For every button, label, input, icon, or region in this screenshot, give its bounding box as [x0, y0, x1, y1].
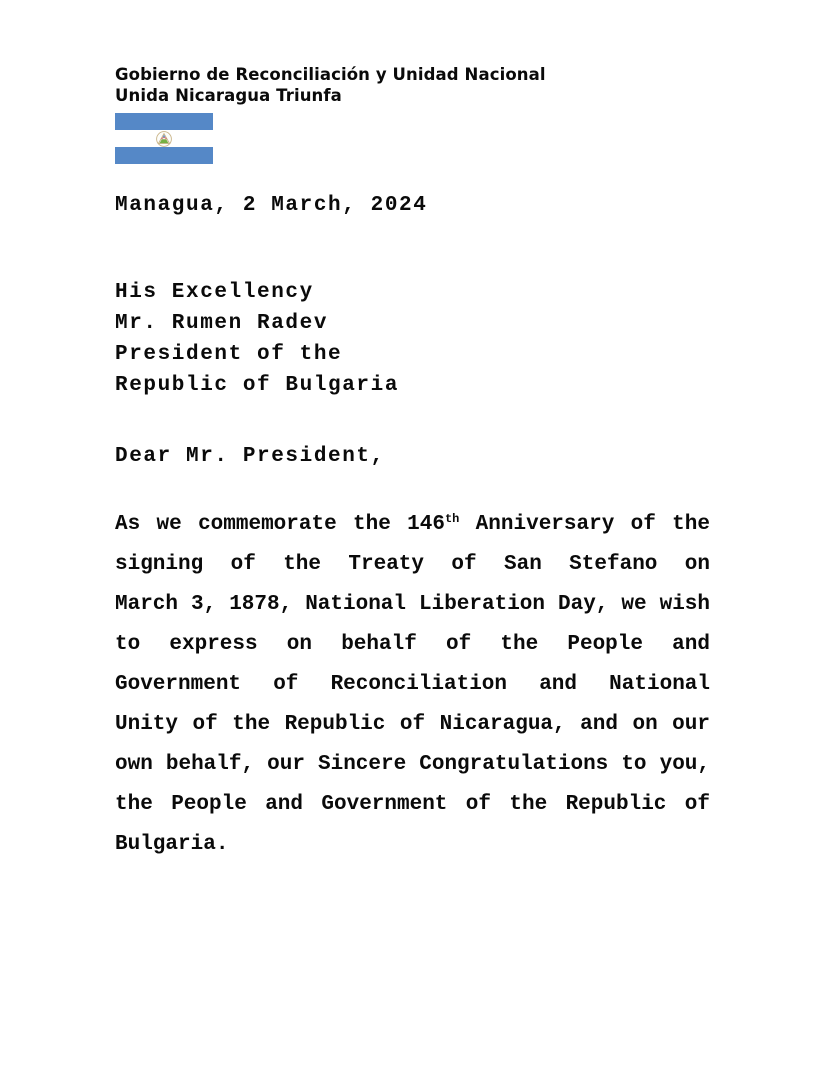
ordinal-superscript: th	[444, 512, 460, 526]
nicaragua-flag	[115, 113, 213, 164]
body-line-5: Government of Reconciliation and National	[115, 673, 710, 696]
body-line-6: Unity of the Republic of Nicaragua, and on our	[115, 713, 710, 736]
flag-stripe-middle	[115, 130, 213, 147]
body-line-8: the People and Government of the Republic of	[115, 793, 710, 816]
salutation: Dear Mr. President,	[115, 445, 385, 468]
body-line-1-cont: Anniversary of the	[459, 513, 710, 536]
date-line: Managua, 2 March, 2024	[115, 194, 428, 217]
letterhead	[115, 64, 546, 106]
recipient-line-name: Mr. Rumen Radev	[115, 312, 329, 335]
body-line-7: own behalf, our Sincere Congratulations to you,	[115, 753, 710, 776]
flag-stripe-bottom	[115, 147, 213, 164]
recipient-block	[115, 277, 399, 401]
body-line-9: Bulgaria.	[115, 833, 229, 856]
body-line-1	[115, 505, 710, 545]
nicaragua-coat-of-arms-icon	[151, 131, 177, 147]
letterhead-line1: Gobierno de Reconciliación y Unidad Nacional	[115, 65, 546, 84]
body-line-3: March 3, 1878, National Liberation Day, we wish	[115, 593, 710, 616]
body-line-1-text: As we commemorate the 146	[115, 513, 445, 536]
flag-stripe-top	[115, 113, 213, 130]
recipient-line-title: President of the	[115, 343, 343, 366]
letterhead-line2: Unida Nicaragua Triunfa	[115, 86, 342, 105]
letter-body	[115, 505, 710, 865]
recipient-line-honorific: His Excellency	[115, 281, 314, 304]
body-line-2: signing of the Treaty of San Stefano on	[115, 553, 710, 576]
body-line-4: to express on behalf of the People and	[115, 633, 710, 656]
recipient-line-country: Republic of Bulgaria	[115, 374, 400, 397]
